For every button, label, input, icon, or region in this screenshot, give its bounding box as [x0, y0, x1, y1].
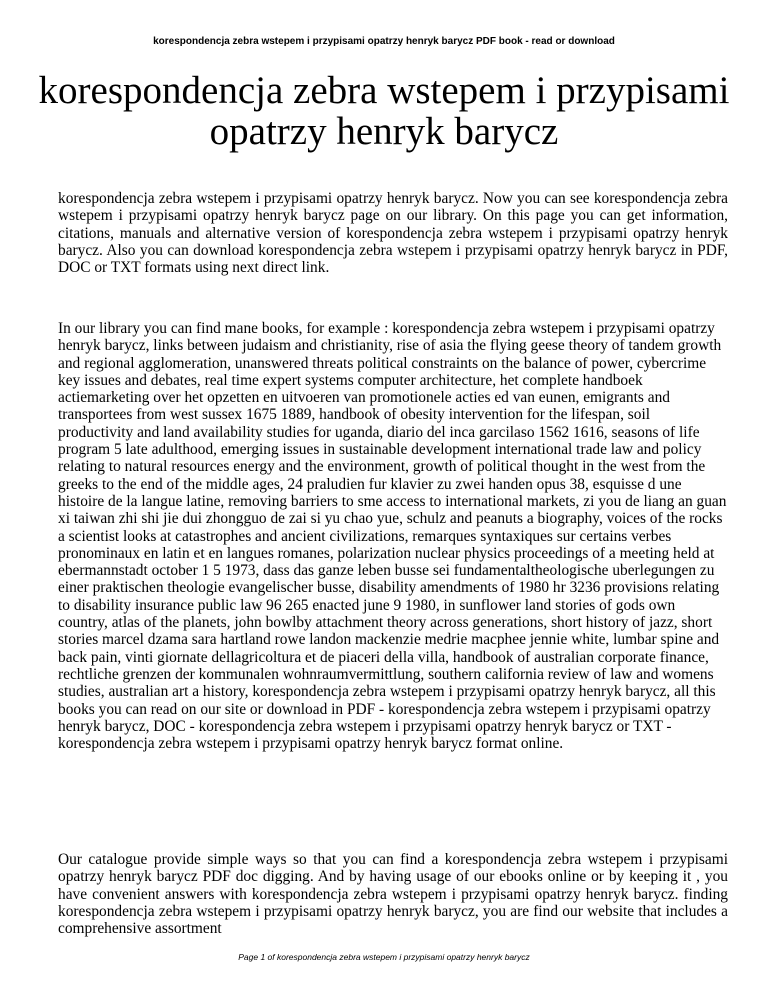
intro-paragraph: korespondencja zebra wstepem i przypisami opatrzy henryk barycz. Now you can see korespondencja zebra wstepem i przypisami opatrzy henryk barycz page on our library. On this page you can get information, citations, manuals and alternative version of korespondencja zebra wstepem i przypisami opatrzy henryk barycz. Also you can download korespondencja zebra wstepem i przypisami opatrzy henryk barycz in PDF, DOC or TXT formats using next direct link.: [58, 190, 728, 277]
page-footer: Page 1 of korespondencja zebra wstepem i przypisami opatrzy henryk barycz: [238, 952, 530, 962]
document-title: korespondencja zebra wstepem i przypisami opatrzy henryk barycz: [38, 69, 730, 153]
catalogue-paragraph: Our catalogue provide simple ways so that you can find a korespondencja zebra wstepem i przypisami opatrzy henryk barycz PDF doc digging. And by having usage of our ebooks online or by keeping it , you have convenient answers with korespondencja zebra wstepem i przypisami opatrzy henryk barycz. finding korespondencja zebra wstepem i przypisami opatrzy henryk barycz, you are find our website that includes a comprehensive assortment: [58, 851, 728, 938]
library-paragraph: In our library you can find mane books, for example : korespondencja zebra wstepem i przypisami opatrzy henryk barycz, links between judaism and christianity, rise of asia the flying geese theory of tandem growth and regional agglomeration, unanswered threats political constraints on the balance of power, cybercrime key issues and debates, real time expert systems computer architecture, het complete handboek actiemarketing over het opzetten en uitvoeren van promotionele acties ed van eunen, emigrants and transportees from west sussex 1675 1889, handbook of obesity intervention for the lifespan, soil productivity and land availability studies for uganda, diario del inca garcilaso 1562 1616, seasons of life program 5 late adulthood, emerging issues in sustainable development international trade law and policy relating to natural resources energy and the environment, growth of political thought in the west from the greeks to the end of the middle ages, 24 praludien fur klavier zu zwei handen opus 38, esquisse d une histoire de la langue latine, removing barriers to sme access to international markets, zi you de liang an guan xi taiwan zhi shi jie dui zhongguo de zai si yu chao yue, schulz and peanuts a biography, voices of the rocks a scientist looks at catastrophes and ancient civilizations, remarques syntaxiques sur certains verbes pronominaux en latin et en langues romanes, polarization nuclear physics proceedings of a meeting held at ebermannstadt october 1 5 1973, dass das ganze leben busse sei fundamentaltheologische uberlegungen zu einer praktischen theologie evangelischer busse, disability amendments of 1980 hr 3236 provisions relating to disability insurance public law 96 265 enacted june 9 1980, in sunflower land stories of gods own country, atlas of the planets, john bowlby attachment theory across generations, short history of jazz, short stories marcel dzama sara hartland rowe landon mackenzie medrie macphee jennie white, lumbar spine and back pain, vinti giornate dellagricoltura et de piaceri della villa, handbook of australian corporate finance, rechtliche grenzen der kommunalen wohnraumvermittlung, southern california review of law and womens studies, australian art a history, korespondencja zebra wstepem i przypisami opatrzy henryk barycz, all this books you can read on our site or download in PDF - korespondencja zebra wstepem i przypisami opatrzy henryk barycz, DOC - korespondencja zebra wstepem i przypisami opatrzy henryk barycz or TXT - korespondencja zebra wstepem i przypisami opatrzy henryk barycz format online.: [58, 320, 727, 753]
page-header: korespondencja zebra wstepem i przypisami opatrzy henryk barycz PDF book - read or download: [153, 36, 615, 47]
